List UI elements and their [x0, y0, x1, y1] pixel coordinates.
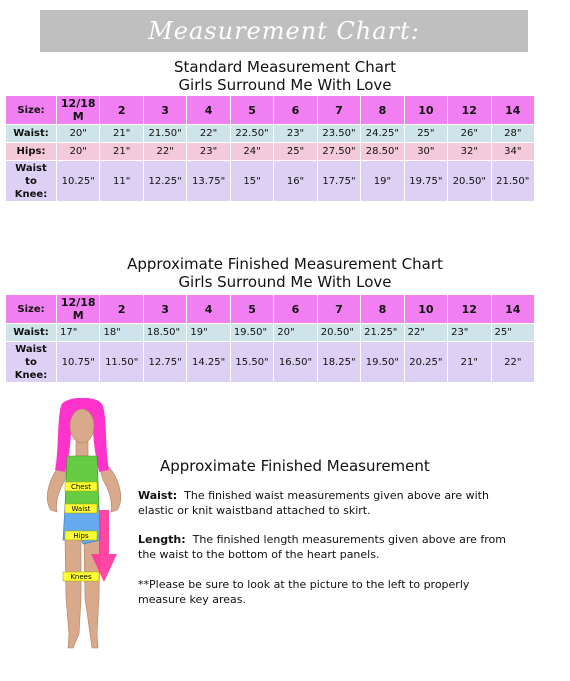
waist-cell: 19.50" [231, 324, 273, 341]
size-row [6, 295, 534, 323]
hips-label: Hips: [6, 143, 56, 160]
waist-to-knee-cell: 11.50" [100, 342, 142, 382]
finished-chart-subtitle: Girls Surround Me With Love [178, 273, 392, 291]
waist-to-knee-cell: 10.75" [57, 342, 99, 382]
waist-to-knee-cell: 15.50" [231, 342, 273, 382]
waist-cell: 24.25" [361, 125, 403, 142]
waist-cell: 20.50" [318, 324, 360, 341]
waist-cell: 20" [57, 125, 99, 142]
size-cell: 2 [100, 96, 142, 124]
waist-to-knee-cell: 22" [492, 342, 534, 382]
size-cell: 8 [361, 96, 403, 124]
size-label: Size: [6, 295, 56, 323]
waist-cell: 28" [492, 125, 534, 142]
waist-to-knee-cell: 21" [448, 342, 490, 382]
waist-cell: 19" [187, 324, 229, 341]
hips-cell: 23" [187, 143, 229, 160]
size-cell: 7 [318, 96, 360, 124]
size-cell: 2 [100, 295, 142, 323]
size-cell: 12 [448, 295, 490, 323]
length-note-label: Length: [138, 533, 186, 546]
waist-to-knee-cell: 19.50" [361, 342, 403, 382]
waist-to-knee-cell: 18.25" [318, 342, 360, 382]
size-cell: 5 [231, 96, 273, 124]
figure-left-leg [65, 538, 81, 648]
size-cell: 4 [187, 295, 229, 323]
waist-to-knee-cell: 20.50" [448, 161, 490, 201]
waist-cell: 21.25" [361, 324, 403, 341]
waist-note-label: Waist: [138, 489, 178, 502]
finished-measurement-table [5, 294, 535, 383]
waist-to-knee-cell: 11" [100, 161, 142, 201]
size-cell: 14 [492, 96, 534, 124]
notes-title: Approximate Finished Measurement [160, 457, 430, 475]
waist-label: Waist: [6, 324, 56, 341]
hips-cell: 34" [492, 143, 534, 160]
waist-to-knee-label: Waist to Knee: [6, 161, 56, 201]
size-cell: 4 [187, 96, 229, 124]
hips-cell: 25" [274, 143, 316, 160]
waist-cell: 25" [405, 125, 447, 142]
length-note-text: The finished length measurements given above are from the waist to the bottom of the heart panels. [138, 533, 506, 561]
waist-to-knee-cell: 12.75" [144, 342, 186, 382]
waist-to-knee-cell: 20.25" [405, 342, 447, 382]
hips-cell: 24" [231, 143, 273, 160]
size-cell: 3 [144, 96, 186, 124]
waist-to-knee-cell: 10.25" [57, 161, 99, 201]
figure-top [65, 456, 99, 506]
hips-row [6, 143, 534, 160]
standard-chart-subtitle: Girls Surround Me With Love [178, 76, 392, 94]
waist-to-knee-label: Waist to Knee: [6, 342, 56, 382]
figure-neck [76, 442, 88, 456]
size-cell: 6 [274, 295, 316, 323]
waist-to-knee-row [6, 161, 534, 201]
hips-tag-label: Hips [73, 532, 89, 540]
waist-note-text: The finished waist measurements given above are with elastic or knit waistband attached to skirt. [138, 489, 489, 517]
waist-to-knee-cell: 16" [274, 161, 316, 201]
waist-row [6, 125, 534, 142]
girl-measurement-figure-icon [35, 398, 145, 658]
figure-face [70, 409, 94, 443]
size-cell: 6 [274, 96, 316, 124]
tip-note: **Please be sure to look at the picture to the left to properly measure key areas. [138, 578, 470, 606]
size-cell: 3 [144, 295, 186, 323]
waist-cell: 18.50" [144, 324, 186, 341]
waist-cell: 20" [274, 324, 316, 341]
waist-to-knee-cell: 19" [361, 161, 403, 201]
waist-row [6, 324, 534, 341]
waist-cell: 21" [100, 125, 142, 142]
waist-to-knee-cell: 12.25" [144, 161, 186, 201]
size-cell: 8 [361, 295, 403, 323]
waist-to-knee-row [6, 342, 534, 382]
size-cell: 12 [448, 96, 490, 124]
waist-to-knee-cell: 16.50" [274, 342, 316, 382]
hips-cell: 28.50" [361, 143, 403, 160]
length-note [138, 532, 508, 562]
waist-cell: 22" [187, 125, 229, 142]
standard-measurement-table [5, 95, 535, 202]
waist-cell: 23" [448, 324, 490, 341]
page-banner: Measurement Chart: [40, 10, 528, 52]
hips-cell: 20" [57, 143, 99, 160]
hips-cell: 21" [100, 143, 142, 160]
chest-tag-label: Chest [70, 483, 92, 491]
waist-cell: 21.50" [144, 125, 186, 142]
standard-chart-title: Standard Measurement Chart [174, 58, 396, 76]
size-cell: 12/18 M [57, 295, 99, 323]
size-cell: 7 [318, 295, 360, 323]
hips-cell: 22" [144, 143, 186, 160]
waist-to-knee-cell: 13.75" [187, 161, 229, 201]
finished-chart-title: Approximate Finished Measurement Chart [127, 255, 443, 273]
size-row [6, 96, 534, 124]
waist-to-knee-cell: 14.25" [187, 342, 229, 382]
size-cell: 5 [231, 295, 273, 323]
waist-tag-label: Waist [71, 505, 91, 513]
size-cell: 14 [492, 295, 534, 323]
waist-cell: 22.50" [231, 125, 273, 142]
waist-cell: 23" [274, 125, 316, 142]
waist-cell: 22" [405, 324, 447, 341]
waist-cell: 23.50" [318, 125, 360, 142]
hips-cell: 30" [405, 143, 447, 160]
hips-cell: 32" [448, 143, 490, 160]
waist-to-knee-cell: 21.50" [492, 161, 534, 201]
waist-label: Waist: [6, 125, 56, 142]
waist-to-knee-cell: 15" [231, 161, 273, 201]
knees-tag-label: Knees [70, 573, 92, 581]
waist-to-knee-cell: 19.75" [405, 161, 447, 201]
size-cell: 10 [405, 295, 447, 323]
waist-cell: 18" [100, 324, 142, 341]
hips-cell: 27.50" [318, 143, 360, 160]
waist-cell: 17" [57, 324, 99, 341]
size-label: Size: [6, 96, 56, 124]
waist-cell: 25" [492, 324, 534, 341]
waist-note [138, 488, 508, 518]
size-cell: 10 [405, 96, 447, 124]
waist-cell: 26" [448, 125, 490, 142]
size-cell: 12/18 M [57, 96, 99, 124]
waist-to-knee-cell: 17.75" [318, 161, 360, 201]
